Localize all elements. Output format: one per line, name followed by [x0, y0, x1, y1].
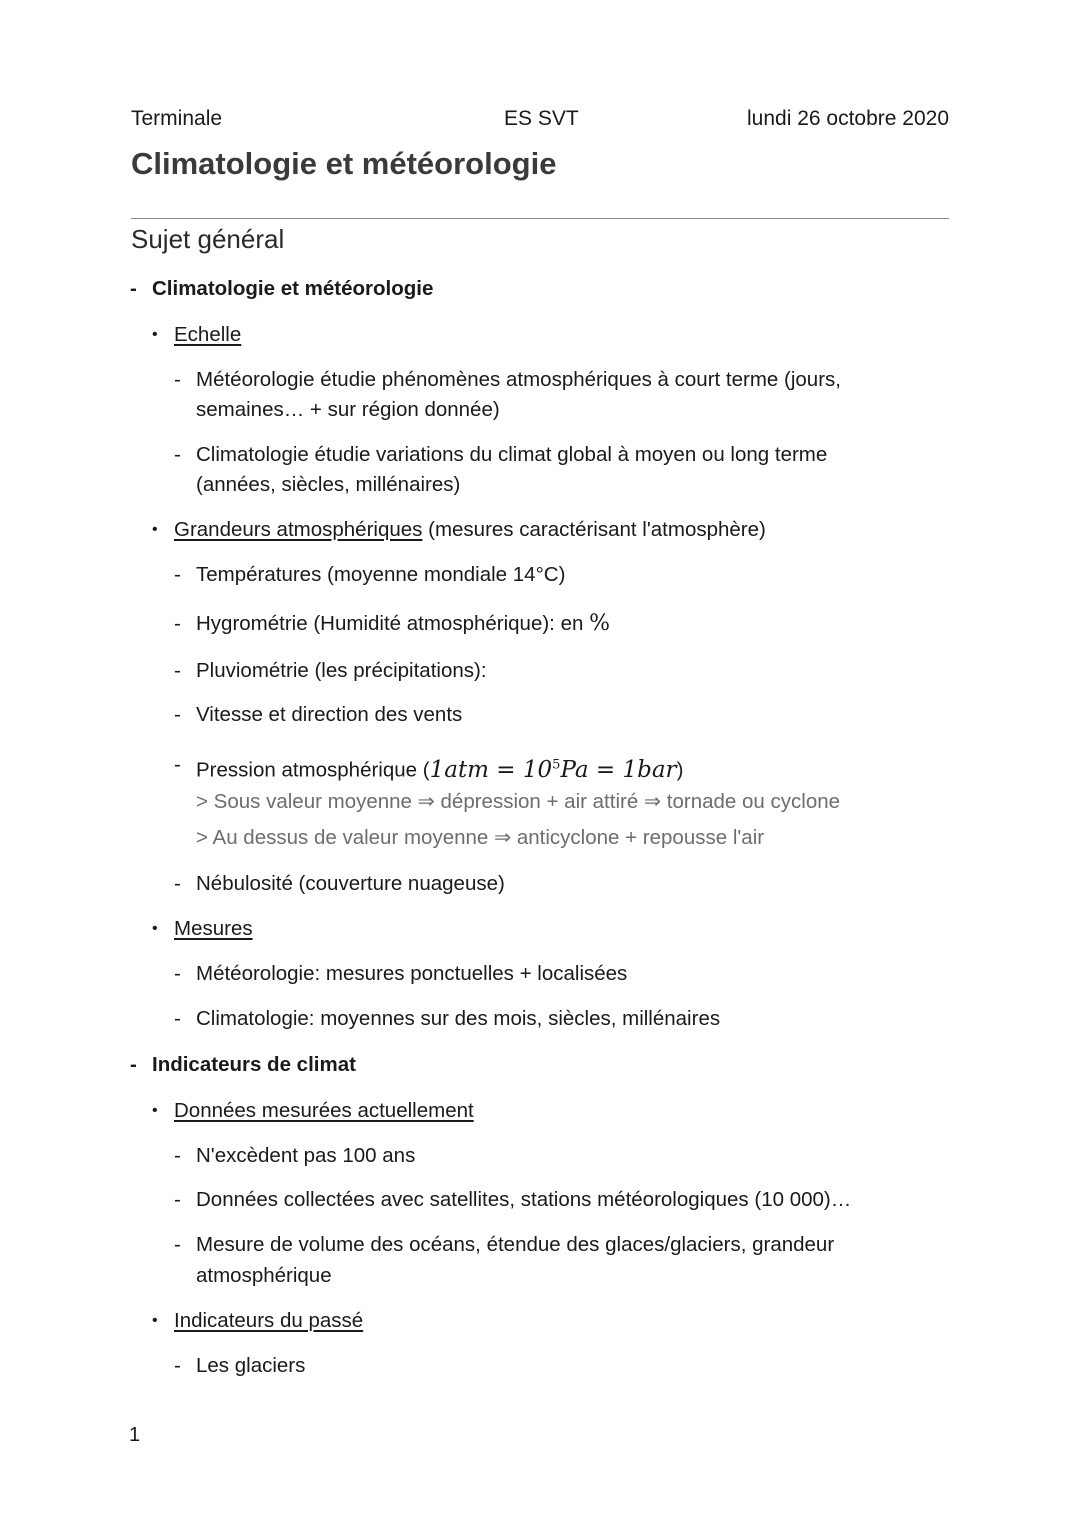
- note-anticyclone: > Au dessus de valeur moyenne ⇒ anticyclone + repousse l'air: [196, 826, 765, 849]
- list-item: [174, 1141, 416, 1171]
- list-item-text: Températures (moyenne mondiale 14°C): [196, 563, 566, 586]
- subheading-label: Données mesurées actuellement: [174, 1099, 474, 1122]
- dash-marker: -: [174, 612, 181, 635]
- subheading-grandeurs: [152, 515, 766, 545]
- dash-marker: -: [174, 962, 181, 985]
- list-item-continuation: [196, 470, 460, 500]
- list-item-text: (années, siècles, millénaires): [196, 473, 461, 496]
- list-item: [174, 365, 841, 395]
- dash-marker: -: [174, 443, 181, 466]
- bullet-marker: •: [152, 1312, 158, 1329]
- page-number: 1: [129, 1424, 141, 1446]
- subheading-passe: [152, 1306, 364, 1336]
- list-item-text: Climatologie: moyennes sur des mois, siècles, millénaires: [196, 1007, 721, 1030]
- dash-marker: -: [174, 872, 181, 895]
- list-item: [174, 560, 566, 590]
- list-item-text: Données collectées avec satellites, stations météorologiques (10 000)…: [196, 1188, 852, 1211]
- subheading-label: Grandeurs atmosphériques: [174, 518, 423, 541]
- list-item-text: Pression atmosphérique (: [196, 758, 430, 782]
- list-item: [174, 1185, 852, 1215]
- list-item: [174, 869, 505, 899]
- dash-marker: -: [174, 1233, 181, 1256]
- formula-part-b: Pa = 1bar: [560, 756, 677, 783]
- list-item-text: Vitesse et direction des vents: [196, 703, 463, 726]
- list-item-text: semaines… + sur région donnée): [196, 398, 500, 421]
- bullet-marker: •: [152, 326, 158, 343]
- outline-heading-label: Climatologie et météorologie: [152, 277, 434, 300]
- dash-marker: -: [174, 368, 181, 391]
- subheading-label: Mesures: [174, 917, 253, 940]
- percent-symbol: %: [589, 611, 610, 636]
- pressure-formula: [430, 757, 677, 783]
- dash-marker: -: [174, 563, 181, 586]
- formula-exponent: 5: [552, 757, 561, 772]
- list-item-pressure: [174, 750, 684, 786]
- header-subject: ES SVT: [504, 107, 579, 130]
- list-item: [174, 1351, 306, 1381]
- dash-marker: -: [174, 703, 181, 726]
- dash-marker: -: [174, 659, 181, 682]
- list-item-text: atmosphérique: [196, 1264, 332, 1287]
- list-item-text: Les glaciers: [196, 1354, 306, 1377]
- bullet-marker: •: [152, 521, 158, 538]
- list-item: [174, 1230, 835, 1260]
- dash-marker: -: [174, 753, 181, 776]
- dash-marker: -: [174, 1354, 181, 1377]
- list-item-continuation: [196, 1261, 332, 1291]
- list-item-text: Climatologie étudie variations du climat global à moyen ou long terme: [196, 443, 828, 466]
- formula-part-a: 1atm = 10: [429, 756, 553, 783]
- list-item-continuation: [196, 395, 500, 425]
- subheading-echelle: [152, 320, 242, 350]
- dash-marker: -: [174, 1188, 181, 1211]
- note-depression: > Sous valeur moyenne ⇒ dépression + air attiré ⇒ tornade ou cyclone: [196, 790, 841, 813]
- subheading-label: Indicateurs du passé: [174, 1309, 364, 1332]
- bullet-marker: •: [152, 920, 158, 937]
- list-item: [174, 440, 828, 470]
- header-date: lundi 26 octobre 2020: [747, 107, 949, 130]
- dash-marker: -: [174, 1007, 181, 1030]
- list-item-text: Mesure de volume des océans, étendue des glaces/glaciers, grandeur: [196, 1233, 835, 1256]
- header-class-level: Terminale: [131, 107, 223, 130]
- list-item-text: Hygrométrie (Humidité atmosphérique): en: [196, 612, 590, 635]
- title-divider: [131, 218, 949, 219]
- list-item: [174, 1004, 721, 1034]
- document-title: Climatologie et météorologie: [131, 146, 557, 181]
- section-title: Sujet général: [131, 224, 285, 254]
- outline-heading-label: Indicateurs de climat: [152, 1053, 356, 1076]
- subheading-label: Echelle: [174, 323, 242, 346]
- outline-heading-indicateurs: [130, 1050, 356, 1080]
- list-item-text: Pluviométrie (les précipitations):: [196, 659, 487, 682]
- list-item-text: N'excèdent pas 100 ans: [196, 1144, 416, 1167]
- formula-close: ): [676, 758, 684, 782]
- subheading-mesures: [152, 914, 253, 944]
- dash-marker: -: [130, 277, 137, 300]
- subheading-donnees: [152, 1096, 474, 1126]
- list-item: [174, 700, 463, 730]
- list-item: [174, 609, 610, 639]
- bullet-marker: •: [152, 1102, 158, 1119]
- page-header: [131, 107, 949, 137]
- dash-marker: -: [174, 1144, 181, 1167]
- list-item: [174, 656, 487, 686]
- dash-marker: -: [130, 1053, 137, 1076]
- list-item-text: Météorologie: mesures ponctuelles + localisées: [196, 962, 628, 985]
- list-item-text: Météorologie étudie phénomènes atmosphériques à court terme (jours,: [196, 368, 841, 391]
- list-item-text: Nébulosité (couverture nuageuse): [196, 872, 505, 895]
- list-item: [174, 959, 628, 989]
- outline-heading-climatologie: [130, 274, 434, 304]
- subheading-suffix: (mesures caractérisant l'atmosphère): [422, 518, 766, 541]
